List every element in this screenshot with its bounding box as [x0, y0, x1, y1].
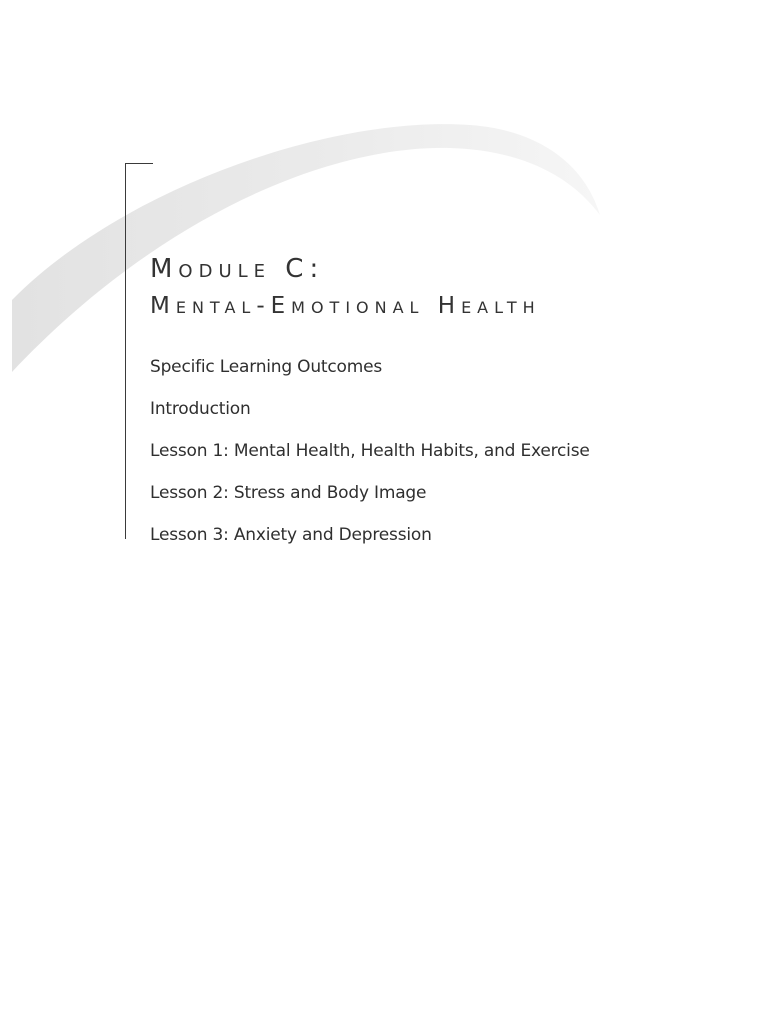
toc-item-introduction[interactable]: Introduction: [150, 399, 251, 419]
module-contents-list: [150, 354, 590, 564]
module-title-line-1-text: Module C:: [150, 254, 325, 284]
toc-item-lesson-3[interactable]: Lesson 3: Anxiety and Depression: [150, 525, 432, 545]
module-title-line-1: [150, 252, 750, 289]
module-title: [150, 252, 750, 325]
bracket-rule-top: [125, 163, 153, 164]
toc-item-lesson-2[interactable]: Lesson 2: Stress and Body Image: [150, 483, 427, 503]
module-title-line-2: [150, 289, 750, 325]
toc-item-lesson-1[interactable]: Lesson 1: Mental Health, Health Habits, and Exercise: [150, 441, 590, 461]
bracket-rule-vertical: [125, 163, 126, 539]
toc-item-outcomes[interactable]: Specific Learning Outcomes: [150, 357, 383, 377]
module-title-line-2-text: Mental-Emotional Health: [150, 293, 541, 319]
